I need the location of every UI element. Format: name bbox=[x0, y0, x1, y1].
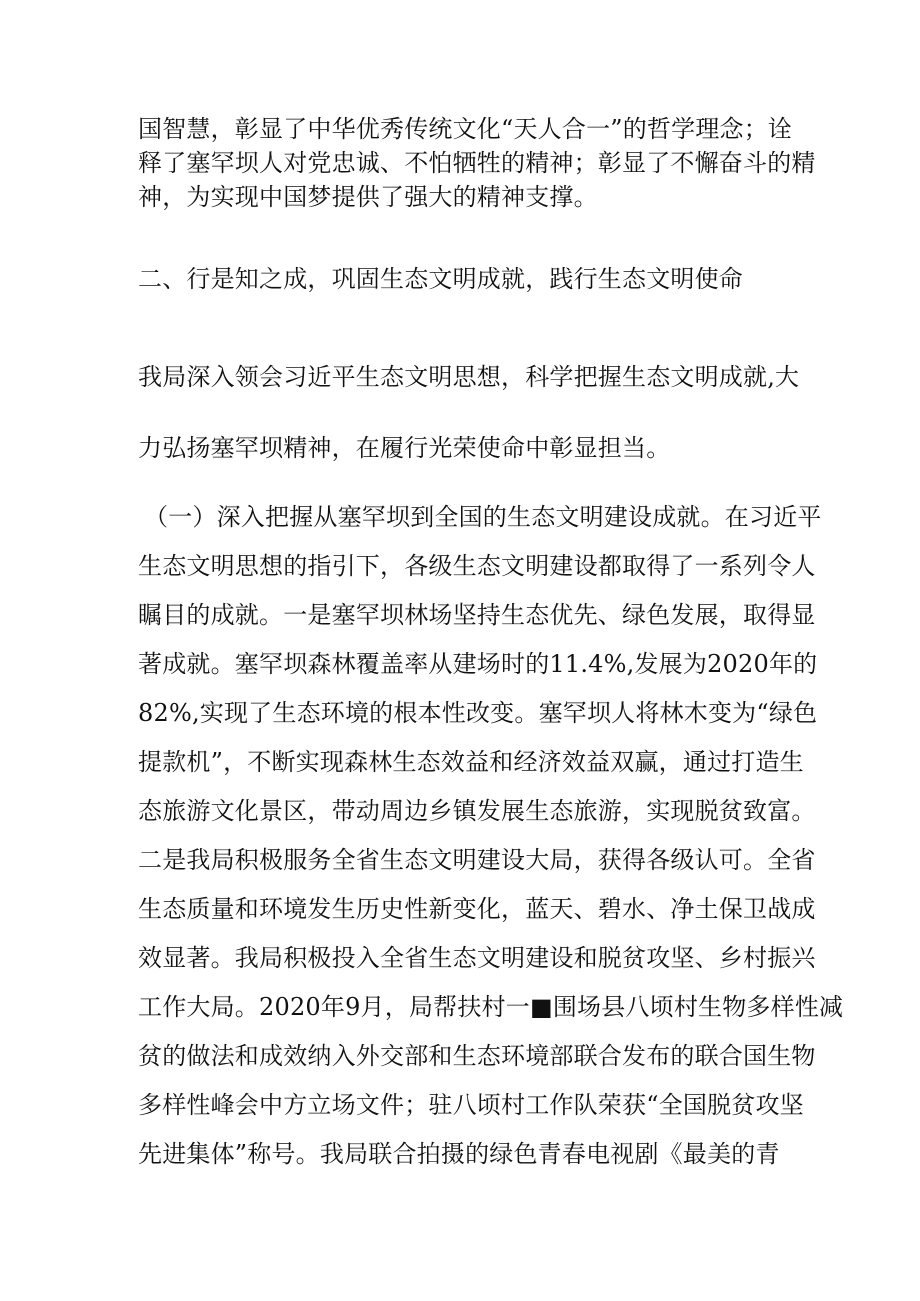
text-line: 释了塞罕坝人对党忠诚、不怕牺牲的精神；彰显了不懈奋斗的精 bbox=[138, 149, 816, 177]
text-line: 生态文明思想的指引下，各级生态文明建设都取得了一系列令人 bbox=[138, 552, 816, 580]
text-line: （一）深入把握从塞罕坝到全国的生态文明建设成就。在习近平 bbox=[144, 503, 822, 531]
text-line: 生态质量和环境发生历史性新变化，蓝天、碧水、净土保卫战成 bbox=[138, 895, 816, 923]
text-line: 神，为实现中国梦提供了强大的精神支撑。 bbox=[138, 183, 598, 211]
text-line: 提款机”，不断实现森林生态效益和经济效益双赢，通过打造生 bbox=[138, 748, 804, 776]
text-line: 多样性峰会中方立场文件；驻八顷村工作队荣获“全国脱贫攻坚 bbox=[138, 1091, 804, 1119]
text-line: 效显著。我局积极投入全省生态文明建设和脱贫攻坚、乡村振兴 bbox=[138, 944, 816, 972]
text-line: 先进集体”称号。我局联合拍摄的绿色青春电视剧《最美的青 bbox=[138, 1140, 780, 1168]
text-line: 贫的做法和成效纳入外交部和生态环境部联合发布的联合国生物 bbox=[138, 1042, 816, 1070]
section-heading: 二、行是知之成，巩固生态文明成就，践行生态文明使命 bbox=[138, 265, 743, 293]
text-line: 著成就。塞罕坝森林覆盖率从建场时的11.4%,发展为2020年的 bbox=[138, 650, 818, 678]
text-line: 力弘扬塞罕坝精神，在履行光荣使命中彰显担当。 bbox=[138, 434, 671, 462]
text-line: 瞩目的成就。一是塞罕坝林场坚持生态优先、绿色发展，取得显 bbox=[138, 601, 816, 629]
text-line: 我局深入领会习近平生态文明思想，科学把握生态文明成就,大 bbox=[138, 363, 800, 391]
text-line: 国智慧，彰显了中华优秀传统文化“天人合一”的哲学理念；诠 bbox=[138, 115, 793, 143]
text-line: 二是我局积极服务全省生态文明建设大局，获得各级认可。全省 bbox=[138, 846, 816, 874]
text-line: 态旅游文化景区，带动周边乡镇发展生态旅游，实现脱贫致富。 bbox=[138, 797, 816, 825]
text-line: 82%,实现了生态环境的根本性改变。塞罕坝人将林木变为“绿色 bbox=[138, 699, 818, 727]
text-line: 工作大局。2020年9月，局帮扶村一■围场县八顷村生物多样性减 bbox=[138, 993, 844, 1021]
